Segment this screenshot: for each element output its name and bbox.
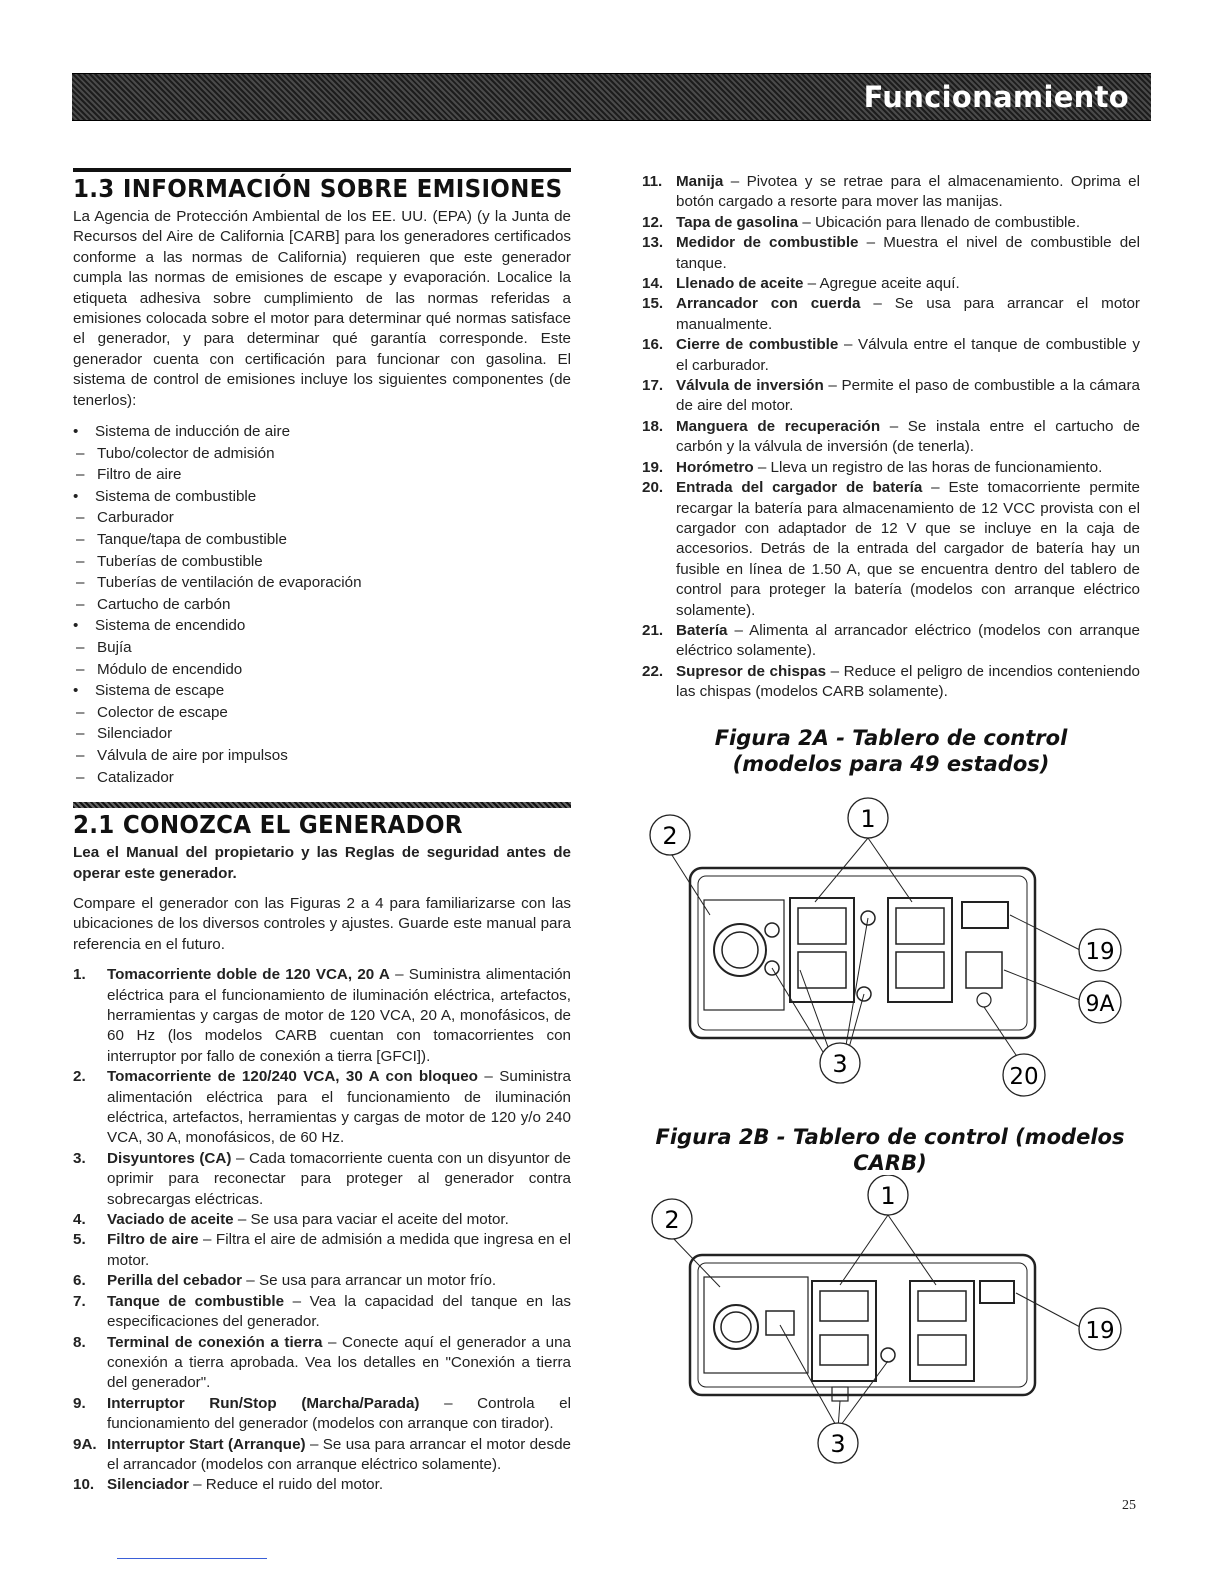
item-description: – Se usa para arrancar el motor manualmente. [676, 295, 1140, 333]
item-description: – Filtra el aire de admisión a medida que ingresa en el motor. [107, 1231, 571, 1269]
component-item: – Bujía [73, 637, 571, 659]
item-number: 14. [642, 275, 664, 293]
battery-charger-inlet [977, 993, 991, 1007]
svg-text:3: 3 [830, 1430, 846, 1458]
list-item [642, 458, 1140, 478]
item-term: Tapa de gasolina [676, 213, 799, 231]
item-number: 9. [73, 1394, 86, 1412]
footer-line [117, 1558, 267, 1559]
item-description: – Muestra el nivel de combustible del tanque. [676, 234, 1140, 272]
locking-outlet [704, 900, 784, 1010]
list-item [642, 417, 1140, 458]
list-item [73, 1394, 571, 1435]
system-name: Sistema de encendido [95, 617, 246, 635]
system-item [73, 680, 571, 702]
item-number: 8. [73, 1333, 86, 1351]
figure-2a-caption-line1: Figura 2A - Tablero de control [714, 725, 1068, 750]
system-item [73, 421, 571, 443]
item-term: Cierre de combustible [676, 336, 839, 354]
item-number: 4. [73, 1211, 86, 1229]
list-item [642, 478, 1140, 621]
item-description: – Lleva un registro de las horas de funcionamiento. [753, 458, 1103, 476]
item-description: – Controla el funcionamiento del generador (modelos con arranque con tirador). [107, 1394, 571, 1433]
emission-components-list [73, 421, 571, 788]
item-number: 1. [73, 966, 86, 984]
svg-text:2: 2 [662, 822, 678, 850]
list-item [642, 662, 1140, 703]
component-item: – Tanque/tapa de combustible [73, 529, 571, 551]
svg-text:19: 19 [1085, 939, 1115, 965]
svg-text:19: 19 [1085, 1318, 1115, 1344]
item-number: 3. [73, 1149, 86, 1167]
section-rule [73, 168, 571, 172]
item-description: – Permite el paso de combustible a la cámara de aire del motor. [676, 377, 1140, 415]
duplex-outlet-2 [888, 898, 952, 1002]
item-term: Terminal de conexión a tierra [107, 1333, 323, 1351]
item-term: Manguera de recuperación [676, 417, 881, 435]
item-description: – Agregue aceite aquí. [803, 275, 960, 293]
component-list-left [73, 965, 571, 1496]
list-item [73, 1230, 571, 1271]
callout-3 [820, 1043, 860, 1083]
locking-outlet [704, 1277, 808, 1373]
list-item [642, 172, 1140, 213]
list-item [73, 1292, 571, 1333]
list-item [73, 1067, 571, 1149]
item-description: – Cada tomacorriente cuenta con un disyuntor de oprimir para reconectar para proteger al generador contra sobrecargas eléctricas. [107, 1149, 571, 1208]
item-term: Silenciador [107, 1476, 189, 1494]
component-list-right [642, 172, 1140, 703]
system-name: Sistema de inducción de aire [95, 423, 291, 441]
item-term: Llenado de aceite [676, 275, 804, 293]
item-description: – Alimenta al arrancador eléctrico (modelos con arranque eléctrico solamente). [676, 621, 1140, 660]
svg-text:3: 3 [832, 1050, 848, 1078]
list-item [73, 1210, 571, 1230]
item-term: Tanque de combustible [107, 1292, 285, 1310]
system-item [73, 486, 571, 508]
item-term: Tomacorriente de 120/240 VCA, 30 A con bloqueo [107, 1068, 478, 1086]
item-description: – Pivotea y se retrae para el almacenamiento. Oprima el botón cargado a resorte para mover las manijas. [676, 173, 1140, 211]
section-13-heading: 1.3 INFORMACIÓN SOBRE EMISIONES [73, 174, 563, 203]
component-item: – Tuberías de ventilación de evaporación [73, 572, 571, 594]
item-number: 16. [642, 336, 664, 354]
list-item [642, 233, 1140, 274]
component-item: – Filtro de aire [73, 464, 571, 486]
item-term: Manija [676, 173, 724, 190]
svg-text:2: 2 [664, 1206, 680, 1234]
item-term: Batería [676, 621, 728, 639]
system-item [73, 615, 571, 637]
page-number: 25 [1122, 1498, 1136, 1513]
list-item [73, 965, 571, 1067]
figure-2a-caption [642, 725, 1140, 777]
item-number: 10. [73, 1476, 95, 1494]
svg-text:1: 1 [860, 805, 876, 833]
list-item [642, 335, 1140, 376]
item-term: Medidor de combustible [676, 234, 859, 252]
item-description: – Se instala entre el cartucho de carbón y la válvula de inversión (de tenerla). [676, 417, 1140, 456]
item-term: Entrada del cargador de batería [676, 479, 923, 497]
system-parts [73, 702, 571, 788]
system-parts [73, 443, 571, 486]
item-number: 6. [73, 1272, 86, 1290]
system-parts [73, 507, 571, 615]
item-number: 11. [642, 173, 663, 190]
item-term: Horómetro [676, 458, 754, 476]
item-number: 9A. [73, 1435, 97, 1453]
figure-2b-caption: Figura 2B - Tablero de control (modelos CARB) [655, 1125, 1125, 1175]
component-item: – Carburador [73, 507, 571, 529]
item-description: – Reduce el ruido del motor. [188, 1476, 384, 1494]
list-item [73, 1475, 571, 1495]
list-item [642, 376, 1140, 417]
section-13-paragraph: La Agencia de Protección Ambiental de los EE. UU. (EPA) (y la Junta de Recursos del Aire de California [CARB] para los generadores certificados conforme a las normas de California) requieren que este generador cumpla las normas de emisiones de escape y evaporación. Localice la etiqueta adhesiva sobre cumplimiento de las normas referidas a emisiones colocada sobre el motor para determinar qué normas satisface el generador, y para determinar qué garantía corresponde. Este generador cuenta con certificación para funcionar con gasolina. El sistema de control de emisiones incluye los siguientes componentes (de tenerlos): [73, 208, 571, 409]
hour-meter [980, 1281, 1014, 1303]
figure-2b-diagram [640, 1175, 1140, 1475]
item-description: – Reduce el peligro de incendios conteniendo las chispas (modelos CARB solamente). [676, 662, 1140, 701]
item-description: – Suministra alimentación eléctrica para el funcionamiento de iluminación eléctrica, artefactos, herramientas y cargas de motor de 120 VCA, 20 A, monofásicos, de 60 Hz (los modelos CARB cuentan con tomacorrientes con interruptor por fallo de conexión a tierra [GFCI]). [107, 966, 571, 1065]
svg-text:20: 20 [1009, 1064, 1039, 1090]
item-number: 13. [642, 234, 664, 252]
section-21-paragraph: Compare el generador con las Figuras 2 a 4 para familiarizarse con las ubicaciones de los diversos controles y ajustes. Guarde este manual para referencia en el futuro. [73, 894, 571, 953]
callout-20 [1003, 1054, 1045, 1096]
list-item [642, 621, 1140, 662]
item-number: 20. [642, 479, 664, 497]
item-number: 22. [642, 662, 664, 680]
component-item: – Válvula de aire por impulsos [73, 745, 571, 767]
section-21-lead: Lea el Manual del propietario y las Reglas de seguridad antes de operar este generador. [73, 844, 571, 882]
item-number: 12. [642, 213, 664, 231]
gfci-outlet-1 [812, 1281, 876, 1381]
start-switch [966, 952, 1002, 988]
figure-2a-caption-line2: (modelos para 49 estados) [732, 751, 1050, 776]
item-term: Válvula de inversión [676, 377, 824, 395]
figure-2a-diagram [640, 790, 1140, 1100]
component-item: – Tuberías de combustible [73, 551, 571, 573]
item-description: – Válvula entre el tanque de combustible y el carburador. [676, 336, 1140, 374]
callout-1 [848, 798, 888, 838]
item-description: – Vea la capacidad del tanque en las especificaciones del generador. [107, 1292, 571, 1331]
item-term: Tomacorriente doble de 120 VCA, 20 A [107, 966, 390, 984]
left-column [73, 168, 571, 1496]
item-number: 7. [73, 1292, 86, 1310]
gfci-outlet-2 [910, 1281, 974, 1381]
control-panel-inner [698, 876, 1027, 1030]
component-item: – Tubo/colector de admisión [73, 443, 571, 465]
item-number: 17. [642, 377, 664, 395]
list-item [642, 294, 1140, 335]
right-column [642, 172, 1140, 777]
item-number: 15. [642, 295, 664, 313]
item-number: 21. [642, 621, 664, 639]
callout-9a [1079, 981, 1121, 1023]
item-description: – Se usa para vaciar el aceite del motor. [233, 1211, 509, 1229]
breaker [881, 1348, 895, 1362]
list-item [642, 213, 1140, 233]
item-description: – Conecte aquí el generador a una conexión a tierra aprobada. Vea los detalles en "Conexión a tierra del generador". [107, 1333, 571, 1392]
leader-lines [670, 838, 1080, 1080]
svg-text:1: 1 [880, 1182, 896, 1210]
list-item [73, 1333, 571, 1394]
callout-1 [868, 1175, 908, 1215]
item-number: 2. [73, 1068, 86, 1086]
item-description: – Este tomacorriente permite recargar la batería para almacenamiento de 12 VCC provista con el cargador con adaptador de 12 V que se incluye en la caja de accesorios. Detrás de la entrada del cargador de batería hay un fusible en línea de 1.50 A, que se encuentra dentro del tablero de control para proteger la batería (modelos con arranque eléctrico solamente). [676, 479, 1140, 619]
item-number: 18. [642, 417, 664, 435]
callout-19 [1079, 1308, 1121, 1350]
item-term: Arrancador con cuerda [676, 295, 861, 313]
component-item: – Colector de escape [73, 702, 571, 724]
banner-title: Funcionamiento [863, 80, 1129, 114]
item-term: Interruptor Start (Arranque) [107, 1435, 306, 1453]
item-term: Supresor de chispas [676, 662, 827, 680]
item-description: – Se usa para arrancar el motor desde el arrancador (modelos con arranque eléctrico solamente). [107, 1435, 571, 1473]
component-item: – Silenciador [73, 723, 571, 745]
item-description: – Ubicación para llenado de combustible. [798, 213, 1081, 231]
list-item [73, 1149, 571, 1210]
item-number: 5. [73, 1231, 86, 1249]
duplex-outlet-1 [790, 898, 854, 1002]
section-banner [72, 73, 1151, 121]
callout-2 [652, 1199, 692, 1239]
section-rule [73, 802, 571, 808]
hour-meter [962, 902, 1008, 928]
item-term: Disyuntores (CA) [107, 1149, 232, 1167]
system-name: Sistema de combustible [95, 487, 257, 505]
system-name: Sistema de escape [95, 682, 225, 700]
item-description: – Suministra alimentación eléctrica para el funcionamiento de iluminación eléctrica, artefactos, herramientas y cargas de motor de 120 y/o 240 VCA, 30 A, monofásicos, de 60 Hz. [107, 1068, 571, 1147]
svg-text:9A: 9A [1085, 992, 1115, 1017]
item-description: – Se usa para arrancar un motor frío. [242, 1272, 497, 1290]
list-item [73, 1435, 571, 1476]
item-term: Vaciado de aceite [107, 1211, 234, 1229]
control-panel-outline [690, 1255, 1035, 1395]
system-parts [73, 637, 571, 680]
item-term: Interruptor Run/Stop (Marcha/Parada) [107, 1394, 420, 1412]
list-item [73, 1271, 571, 1291]
item-number: 19. [642, 458, 664, 476]
component-item: – Catalizador [73, 767, 571, 789]
section-21-heading: 2.1 CONOZCA EL GENERADOR [73, 810, 463, 840]
callout-2 [650, 815, 690, 855]
callout-19 [1079, 929, 1121, 971]
component-item: – Módulo de encendido [73, 659, 571, 681]
control-panel-outline [690, 868, 1035, 1038]
callout-3 [818, 1423, 858, 1463]
item-term: Filtro de aire [107, 1231, 199, 1249]
item-term: Perilla del cebador [107, 1272, 243, 1290]
list-item [642, 274, 1140, 294]
component-item: – Cartucho de carbón [73, 594, 571, 616]
